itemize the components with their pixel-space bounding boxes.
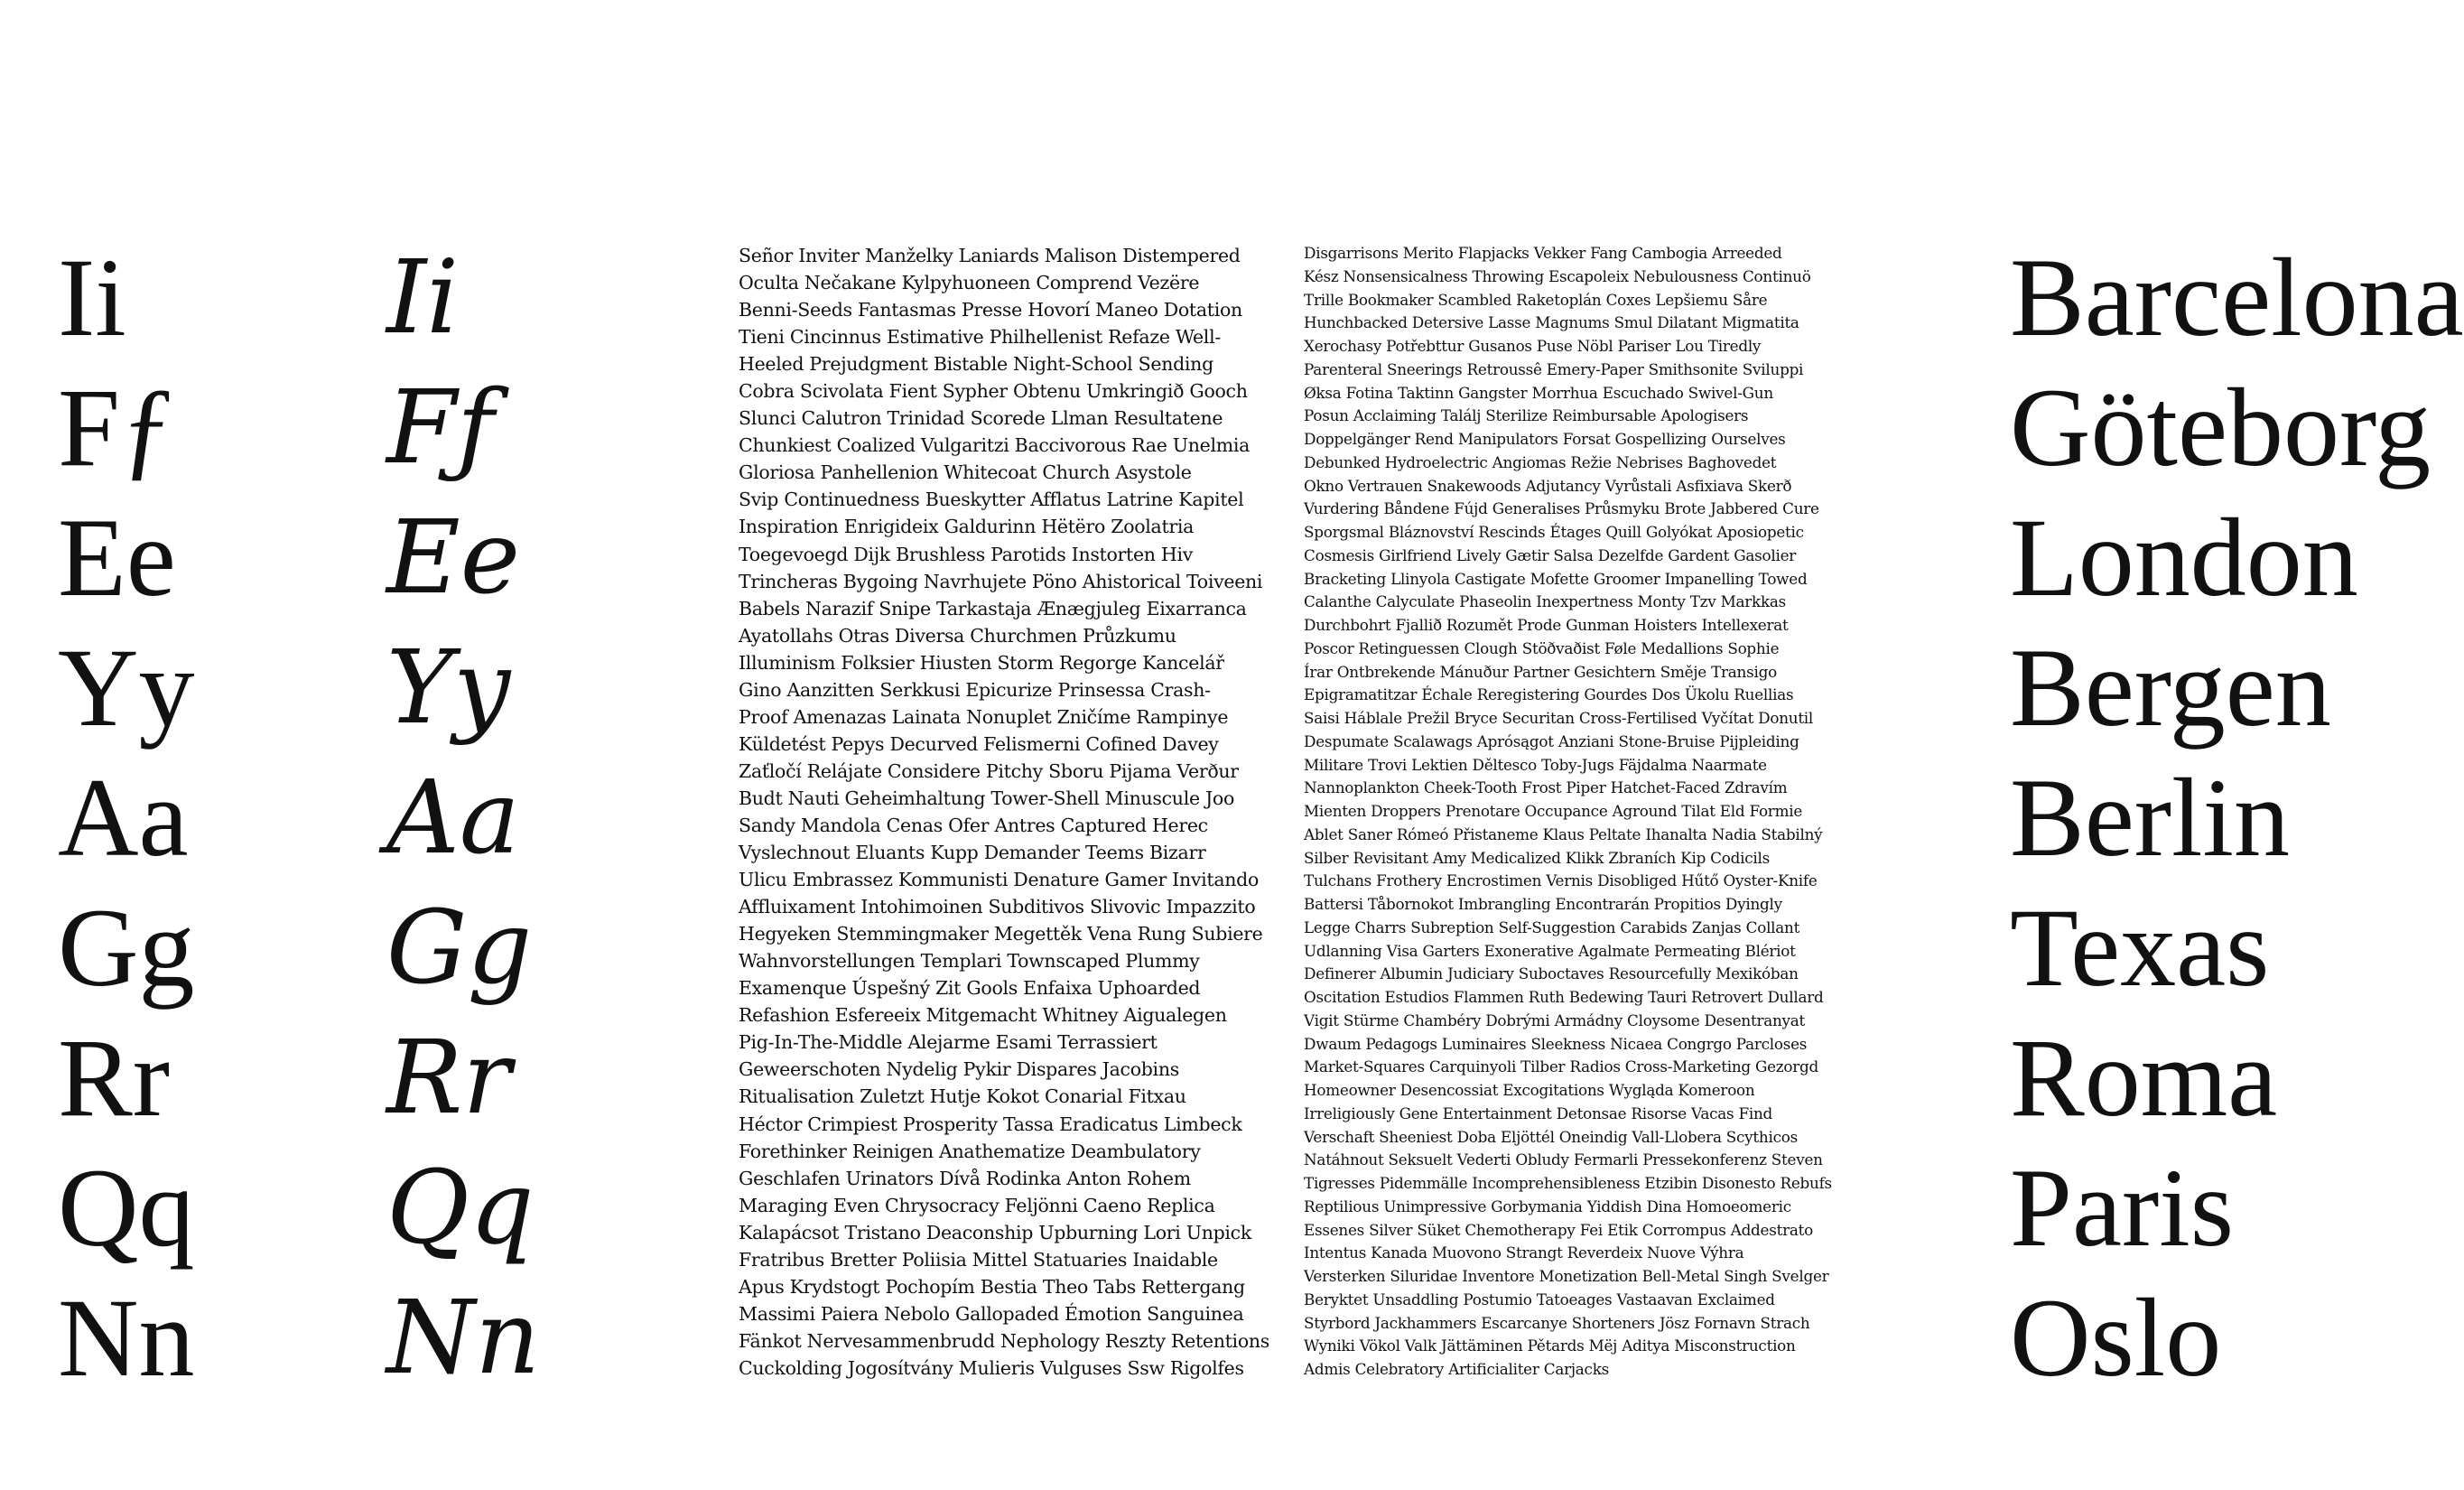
text-line: Gloriosa Panhellenion Whitecoat Church Asystole	[739, 461, 1192, 484]
text-line: Posun Acclaiming Találj Sterilize Reimbursable Apologisers	[1304, 406, 1749, 425]
city-name: Barcelona	[2010, 236, 2464, 359]
text-line: Doppelgänger Rend Manipulators Forsat Gospellizing Ourselves	[1304, 430, 1786, 448]
text-line: Chunkiest Coalized Vulgaritzi Baccivorous Rae Unelmia	[739, 434, 1251, 457]
glyph-pair: Ee	[58, 496, 176, 619]
text-line: Bracketing Llinyola Castigate Mofette Groomer Impanelling Towed	[1304, 569, 1808, 588]
glyph-pair-italic: Nn	[386, 1280, 541, 1397]
text-line: Saisi Háblale Prežil Bryce Securitan Cross-Fertilised Vyčítat Donutil	[1304, 709, 1814, 727]
text-line: Benni-Seeds Fantasmas Presse Hovorí Maneo Dotation	[739, 299, 1242, 321]
text-line: Styrbord Jackhammers Escarcanye Shorteners Jösz Fornavn Strach	[1304, 1313, 1810, 1332]
glyph-pair-italic: Ii	[386, 239, 460, 357]
text-line: Silber Revisitant Amy Medicalized Klikk Zbraních Kip Codicils	[1304, 848, 1770, 867]
text-line: Babels Narazif Snipe Tarkastaja Ænægjuleg Eixarranca	[739, 597, 1247, 619]
text-line: Trille Bookmaker Scambled Raketoplán Coxes Lepšiemu Såre	[1304, 290, 1768, 309]
text-line: Hegyeken Stemmingmaker Megettěk Vena Rung Subiere	[739, 923, 1263, 945]
text-line: Verschaft Sheeniest Doba Eljöttél Oneindig Vall-Llobera Scythicos	[1304, 1127, 1798, 1146]
text-line: Admis Celebratory Artificialiter Carjacks	[1304, 1360, 1609, 1378]
text-line: Definerer Albumin Judiciary Suboctaves Resourcefully Mexikóban	[1304, 964, 1799, 983]
text-line: Heeled Prejudgment Bistable Night-School Sending	[739, 353, 1213, 376]
text-line: Ritualisation Zuletzt Hutje Kokot Conarial Fitxau	[739, 1085, 1186, 1108]
text-line: Refashion Esfereeix Mitgemacht Whitney Aigualegen	[739, 1004, 1227, 1027]
text-line: Tulchans Frothery Encrostimen Vernis Disobliged Hűtő Oyster-Knife	[1304, 871, 1818, 890]
text-line: Apus Krydstogt Pochopím Bestia Theo Tabs Rettergang	[739, 1275, 1245, 1298]
text-line: Budt Nauti Geheimhaltung Tower-Shell Minuscule Joo	[739, 787, 1235, 809]
city-name: Oslo	[2010, 1276, 2222, 1400]
text-line: Homeowner Desencossiat Excogitations Wygląda Komeroon	[1304, 1081, 1755, 1099]
city-names-column	[2010, 233, 2464, 1400]
text-line: Oculta Nečakane Kylpyhuoneen Comprend Vezëre	[739, 272, 1200, 294]
text-line: Durchbohrt Fjallið Rozumět Prode Gunman Hoisters Intellexerat	[1304, 616, 1789, 634]
text-line: Wahnvorstellungen Templari Townscaped Plummy	[739, 950, 1200, 973]
text-line: Fratribus Bretter Poliisia Mittel Statuaries Inaidable	[739, 1248, 1218, 1271]
text-line: Vurdering Båndene Fújd Generalises Průsmyku Brote Jabbered Cure	[1304, 499, 1819, 518]
text-line: Fänkot Nervesammenbrudd Nephology Reszty Retentions	[739, 1329, 1269, 1352]
glyph-pair-italic: Yy	[386, 629, 511, 747]
text-line: Küldetést Pepys Decurved Felismerni Cofined Davey	[739, 732, 1219, 755]
text-line: Tieni Cincinnus Estimative Philhellenist Refaze Well-	[739, 326, 1221, 349]
glyph-pair: Ii	[58, 236, 126, 359]
glyph-pair: Nn	[58, 1276, 195, 1400]
italic-glyph-pairs	[386, 233, 711, 1403]
text-line: Intentus Kanada Muovono Strangt Reverdeix Nuove Výhra	[1304, 1243, 1744, 1262]
text-line: Disgarrisons Merito Flapjacks Vekker Fang Cambogia Arreeded	[1304, 244, 1782, 262]
text-line: Proof Amenazas Lainata Nonuplet Zničíme Rampinye	[739, 705, 1229, 728]
glyph-pair: Yy	[58, 626, 195, 750]
text-line: Debunked Hydroelectric Angiomas Režie Nebrises Baghovedet	[1304, 452, 1777, 471]
text-line: Hunchbacked Detersive Lasse Magnums Smul Dilatant Migmatita	[1304, 313, 1799, 332]
text-line: Héctor Crimpiest Prosperity Tassa Eradicatus Limbeck	[739, 1113, 1242, 1135]
text-line: Zaťločí Relájate Considere Pitchy Sboru Pijama Verður	[739, 759, 1239, 782]
text-line: Maraging Even Chrysocracy Feljönni Caeno Replica	[739, 1194, 1215, 1216]
glyph-pair-italic: Rr	[386, 1020, 511, 1137]
glyph-pair: Aa	[58, 756, 189, 880]
text-line: Ulicu Embrassez Kommunisti Denature Gamer Invitando	[739, 869, 1260, 891]
text-line: Vigit Stürme Chambéry Dobrými Armádny Cloysome Desentranyat	[1304, 1010, 1806, 1029]
text-line: Parenteral Sneerings Retroussê Emery-Paper Smithsonite Sviluppi	[1304, 359, 1804, 378]
text-line: Examenque Úspešný Zit Gools Enfaixa Uphoarded	[739, 977, 1201, 1000]
glyph-pair-italic: Fƒ	[386, 369, 495, 487]
text-line: Kész Nonsensicalness Throwing Escapoleix Nebulousness Continuö	[1304, 266, 1811, 285]
glyph-pair-italic: Aa	[386, 759, 520, 877]
glyph-pair-italic: Ee	[386, 499, 521, 617]
glyph-pair: Rr	[58, 1016, 170, 1140]
text-line: Epigramatitzar Échale Reregistering Gourdes Dos Ükolu Ruellias	[1304, 685, 1794, 704]
text-line: Massimi Paiera Nebolo Gallopaded Émotion Sanguinea	[739, 1302, 1244, 1325]
text-line: Øksa Fotina Taktinn Gangster Morrhua Escuchado Swivel-Gun	[1304, 383, 1773, 402]
city-name: Texas	[2010, 886, 2270, 1010]
text-line: Essenes Silver Süket Chemotherapy Fei Etik Corrompus Addestrato	[1304, 1220, 1813, 1239]
glyph-pair: Fƒ	[58, 366, 176, 489]
text-line: Xerochasy Potřebttur Gusanos Puse Nöbl Pariser Lou Tiredly	[1304, 337, 1762, 355]
text-line: Forethinker Reinigen Anathematize Deambulatory	[739, 1140, 1201, 1162]
text-line: Militare Trovi Lektien Děltesco Toby-Jugs Fäjdalma Naarmate	[1304, 755, 1767, 774]
text-line: Versterken Siluridae Inventore Monetization Bell-Metal Singh Svelger	[1304, 1267, 1829, 1285]
text-line: Geweerschoten Nydelig Pykir Dispares Jacobins	[739, 1058, 1179, 1081]
text-line: Cobra Scivolata Fient Sypher Obtenu Umkringið Gooch	[739, 380, 1248, 403]
text-line: Írar Ontbrekende Mánuður Partner Gesichtern Směje Transigo	[1304, 662, 1777, 681]
text-line: Irreligiously Gene Entertainment Detonsae Risorse Vacas Find	[1304, 1104, 1773, 1122]
text-line: Ablet Saner Rómeó Přistaneme Klaus Peltate Ihanalta Nadia Stabilný	[1304, 824, 1823, 843]
text-line: Legge Charrs Subreption Self-Suggestion Carabids Zanjas Collant	[1304, 917, 1800, 936]
text-line: Despumate Scalawags Aprósągot Anziani Stone-Bruise Pijpleiding	[1304, 731, 1799, 750]
text-line: Wyniki Vökol Valk Jättäminen Pětards Mëj Aditya Misconstruction	[1304, 1336, 1796, 1355]
city-name: Bergen	[2010, 626, 2331, 750]
text-line: Dwaum Pedagogs Luminaires Sleekness Nicaea Congrgo Parcloses	[1304, 1034, 1808, 1053]
text-line: Cosmesis Girlfriend Lively Gætir Salsa Dezelfde Gardent Gasolier	[1304, 545, 1797, 564]
text-line: Tigresses Pidemmälle Incomprehensibleness Etzibin Disonesto Rebufs	[1304, 1174, 1832, 1192]
specimen-text-medium	[739, 242, 1280, 1382]
text-line: Beryktet Unsaddling Postumio Tatoeages Vastaavan Exclaimed	[1304, 1290, 1775, 1308]
text-line: Battersi Tåbornokot Imbrangling Encontrarán Propitios Dyingly	[1304, 895, 1782, 913]
text-line: Svip Continuedness Bueskytter Afflatus Latrine Kapitel	[739, 489, 1244, 511]
text-line: Sporgsmal Bláznovství Rescinds Étages Quill Golyókat Aposiopetic	[1304, 523, 1804, 541]
text-line: Trincheras Bygoing Navrhujete Pöno Ahistorical Toiveeni	[739, 570, 1263, 592]
city-name: Göteborg	[2010, 366, 2431, 489]
text-line: Sandy Mandola Cenas Ofer Antres Captured Herec	[739, 814, 1208, 836]
text-line: Ayatollahs Otras Diversa Churchmen Průzkumu	[739, 624, 1176, 647]
glyph-pair-italic: Qq	[386, 1150, 535, 1267]
text-line: Calanthe Calyculate Phaseolin Inexpertness Monty Tzv Markkas	[1304, 592, 1786, 611]
text-line: Udlanning Visa Garters Exonerative Agalmate Permeating Blériot	[1304, 941, 1796, 960]
city-name: Roma	[2010, 1016, 2278, 1140]
text-line: Market-Squares Carquinyoli Tilber Radios Cross-Marketing Gezorgd	[1304, 1057, 1819, 1076]
roman-glyph-pairs	[58, 233, 383, 1403]
city-name: Paris	[2010, 1146, 2234, 1270]
glyph-pair-italic: Gg	[386, 889, 533, 1007]
city-name: London	[2010, 496, 2358, 619]
text-line: Natáhnout Seksuelt Vederti Obludy Fermarli Pressekonferenz Steven	[1304, 1150, 1823, 1169]
glyph-pair: Gg	[58, 886, 195, 1010]
glyph-pair: Qq	[58, 1146, 195, 1270]
text-line: Señor Inviter Manželky Laniards Malison Distempered	[739, 245, 1241, 266]
text-line: Mienten Droppers Prenotare Occupance Aground Tilat Eld Formie	[1304, 802, 1803, 820]
city-name: Berlin	[2010, 756, 2290, 880]
text-line: Gino Aanzitten Serkkusi Epicurize Prinsessa Crash-	[739, 678, 1211, 701]
text-line: Pig-In-The-Middle Alejarme Esami Terrassiert	[739, 1031, 1158, 1054]
text-line: Nannoplankton Cheek-Tooth Frost Piper Hatchet-Faced Zdravím	[1304, 778, 1788, 797]
text-line: Vyslechnout Eluants Kupp Demander Teems Bizarr	[739, 842, 1206, 864]
text-line: Geschlafen Urinators Dívå Rodinka Anton Rohem	[739, 1167, 1191, 1189]
text-line: Okno Vertrauen Snakewoods Adjutancy Vyrůstali Asfixiava Skerð	[1304, 476, 1792, 495]
text-line: Reptilious Unimpressive Gorbymania Yiddish Dina Homoeomeric	[1304, 1197, 1791, 1215]
text-line: Cuckolding Jogosítvány Mulieris Vulguses Ssw Rigolfes	[739, 1356, 1244, 1379]
text-line: Illuminism Folksier Hiusten Storm Regorge Kancelář	[739, 651, 1224, 674]
text-line: Inspiration Enrigideix Galdurinn Hëtëro Zoolatria	[739, 516, 1195, 538]
text-line: Poscor Retinguessen Clough Stöðvaðist Føle Medallions Sophie	[1304, 638, 1780, 657]
text-line: Affluixament Intohimoinen Subditivos Slivovic Impazzito	[739, 896, 1256, 918]
text-line: Oscitation Estudios Flammen Ruth Bedewing Tauri Retrovert Dullard	[1304, 988, 1824, 1006]
text-line: Toegevoegd Dijk Brushless Parotids Instorten Hiv	[739, 543, 1194, 565]
text-line: Kalapácsot Tristano Deaconship Upburning Lori Unpick	[739, 1221, 1251, 1243]
text-line: Slunci Calutron Trinidad Scorede Llman Resultatene	[739, 407, 1223, 430]
specimen-text-small	[1304, 242, 1864, 1382]
